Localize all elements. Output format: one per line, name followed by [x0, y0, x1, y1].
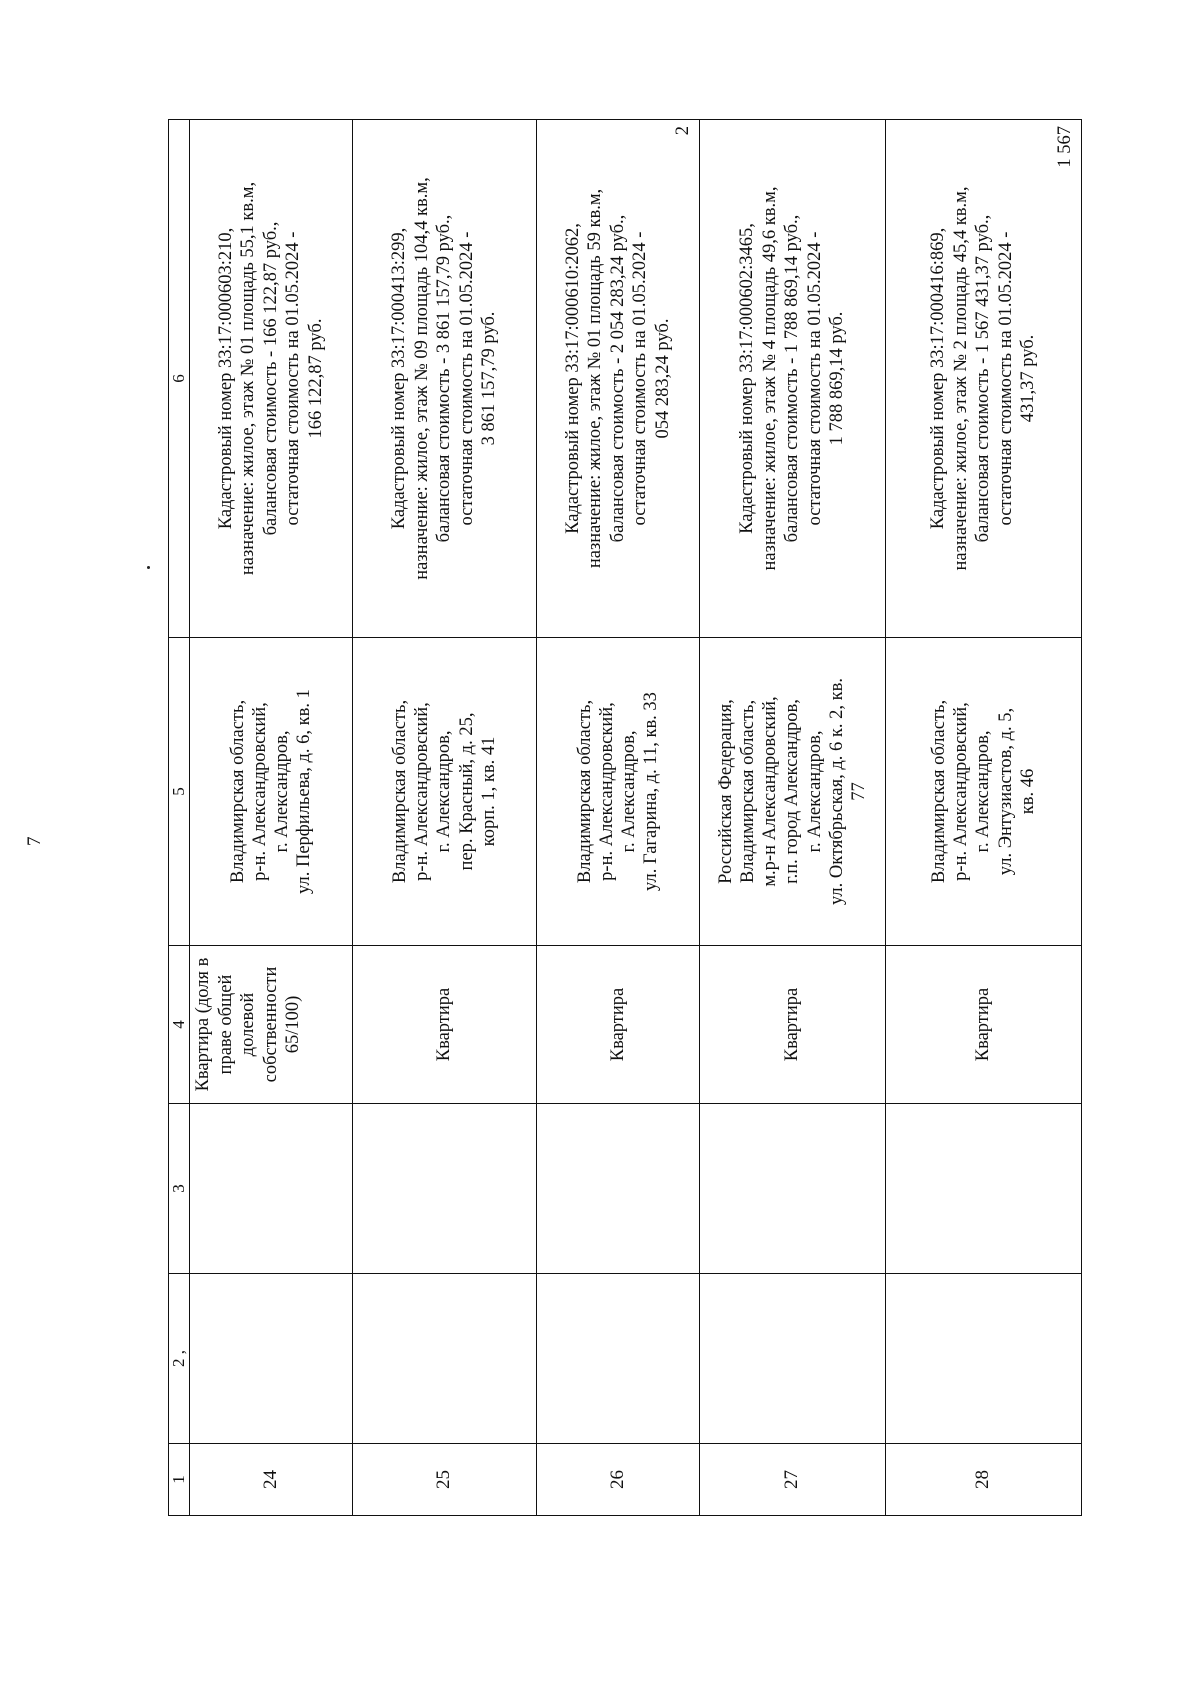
table-row — [699, 120, 885, 1516]
description-text: Кадастровый номер 33:17:000610:2062, назначение: жилое, этаж № 01 площадь 59 кв.м, балансовая стоимость - 2 054 283,24 руб., остаточная стоимость на 01.05.2024 - 054 283,24 руб. — [562, 188, 673, 569]
cell-col-2 — [699, 1274, 885, 1444]
property-address: Владимирская область, р-н. Александровский, г. Александров, пер. Красный, д. 25, корп. 1, кв. 41 — [353, 638, 537, 946]
table-row — [353, 120, 537, 1516]
description-text: Кадастровый номер 33:17:000602:3465, назначение: жилое, этаж № 4 площадь 49,6 кв.м, балансовая стоимость - 1 788 869,14 руб., остаточная стоимость на 01.05.2024 - 1 788 869,14 руб. — [737, 186, 848, 571]
row-number: 25 — [353, 1444, 537, 1516]
property-table — [168, 119, 1082, 1516]
property-description — [699, 120, 885, 638]
column-header-4: 4 — [169, 946, 190, 1104]
property-type: Квартира — [537, 946, 700, 1104]
column-header-2: 2 , — [169, 1274, 190, 1444]
table-row — [885, 120, 1081, 1516]
property-address: Владимирская область, р-н. Александровский, г. Александров, ул. Энтузиастов, д. 5, кв. 46 — [885, 638, 1081, 946]
property-address: Российская Федерация, Владимирская область, м.р-н Александровский, г.п. город Александров, г. Александров, ул. Октябрьская, д. 6 к. 2, кв. 77 — [699, 638, 885, 946]
cell-col-3 — [537, 1104, 700, 1274]
property-type: Квартира — [885, 946, 1081, 1104]
table-row — [190, 120, 353, 1516]
page-number: 7 — [24, 836, 45, 846]
row-number: 28 — [885, 1444, 1081, 1516]
column-header-6: 6 — [169, 120, 190, 638]
description-text: Кадастровый номер 33:17:000603:210, назначение: жилое, этаж № 01 площадь 55,1 кв.м, балансовая стоимость - 166 122,87 руб., остаточная стоимость на 01.05.2024 - 166 122,87 руб. — [215, 181, 326, 576]
cell-col-2 — [885, 1274, 1081, 1444]
property-description — [537, 120, 700, 638]
description-text: Кадастровый номер 33:17:000413:299, назначение: жилое, этаж № 09 площадь 104,4 кв.м, балансовая стоимость - 3 861 157,79 руб., остаточная стоимость на 01.05.2024 - 3 861 157,79 руб. — [389, 177, 500, 580]
header-row — [169, 120, 190, 1516]
row-number: 27 — [699, 1444, 885, 1516]
description-overflow: 2 — [673, 126, 694, 136]
property-description — [190, 120, 353, 638]
description-text: Кадастровый номер 33:17:000416:869, назначение: жилое, этаж № 2 площадь 45,4 кв.м, балансовая стоимость - 1 567 431,37 руб., остаточная стоимость на 01.05.2024 - 431,37 руб. — [928, 186, 1039, 571]
scan-speck — [147, 566, 150, 569]
column-header-3: 3 — [169, 1104, 190, 1274]
property-description — [885, 120, 1081, 638]
property-address: Владимирская область, р-н. Александровский, г. Александров, ул. Гагарина, д. 11, кв. 33 — [537, 638, 700, 946]
cell-col-2 — [537, 1274, 700, 1444]
cell-col-2 — [190, 1274, 353, 1444]
cell-col-3 — [885, 1104, 1081, 1274]
property-description — [353, 120, 537, 638]
property-address: Владимирская область, р-н. Александровский, г. Александров, ул. Перфильева, д. 6, кв. 1 — [190, 638, 353, 946]
description-overflow: 1 567 — [1055, 126, 1076, 168]
property-type: Квартира — [699, 946, 885, 1104]
cell-col-3 — [699, 1104, 885, 1274]
row-number: 26 — [537, 1444, 700, 1516]
property-type: Квартира — [353, 946, 537, 1104]
table-row — [537, 120, 700, 1516]
property-type: Квартира (доля в праве общей долевой собственности 65/100) — [190, 946, 353, 1104]
cell-col-3 — [190, 1104, 353, 1274]
rotated-table-wrapper — [168, 120, 1076, 1516]
cell-col-2 — [353, 1274, 537, 1444]
column-header-1: 1 — [169, 1444, 190, 1516]
row-number: 24 — [190, 1444, 353, 1516]
cell-col-3 — [353, 1104, 537, 1274]
column-header-5: 5 — [169, 638, 190, 946]
